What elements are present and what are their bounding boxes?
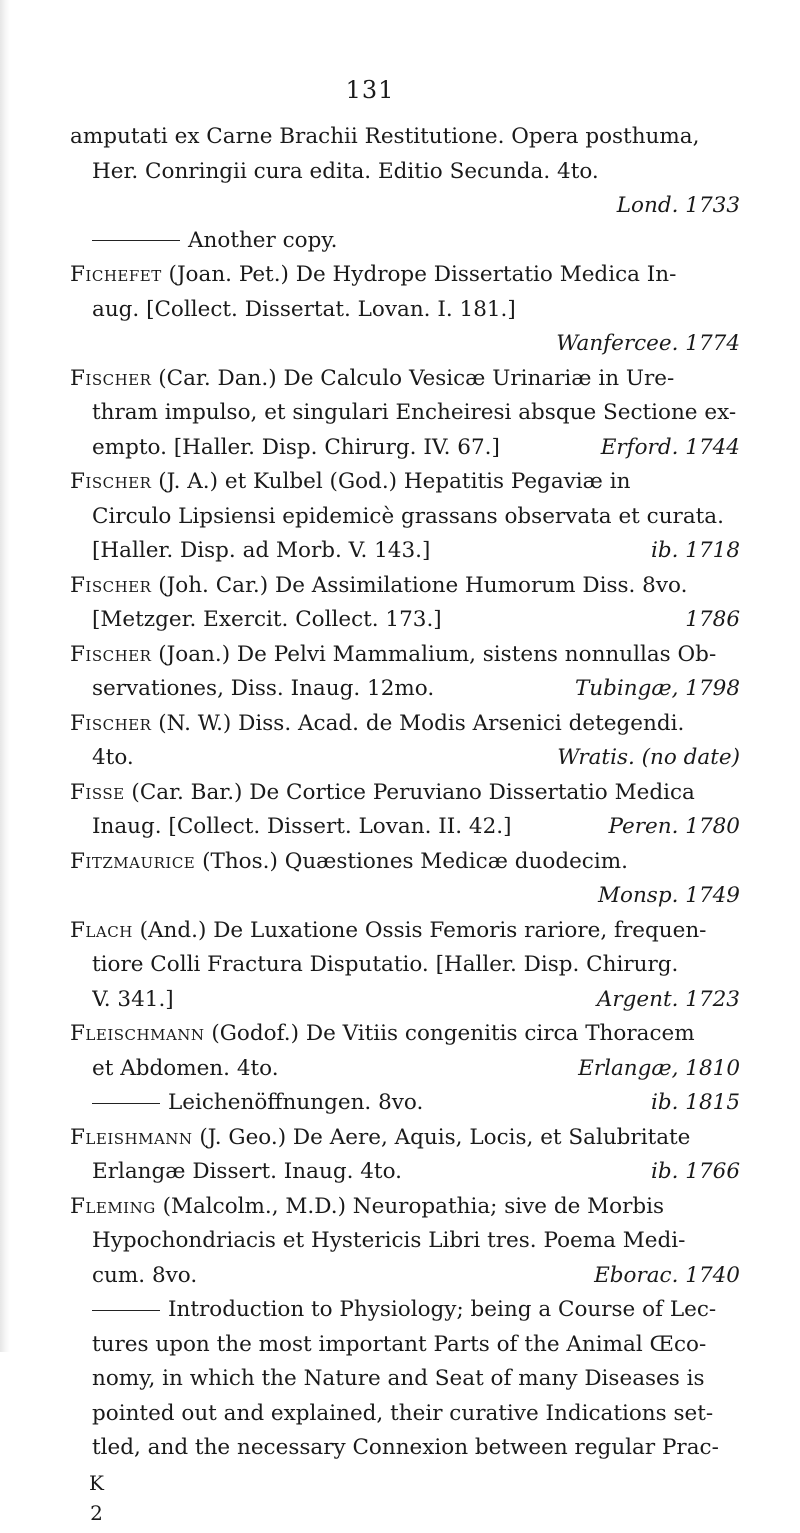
entry-text: (And.) De Luxatione Ossis Femoris rariore, frequen- bbox=[132, 917, 707, 943]
entry-text: (Joh. Car.) De Assimilatione Humorum Diss. 8vo. bbox=[151, 572, 688, 598]
entry-text: aug. [Collect. Dissertat. Lovan. I. 181.] bbox=[92, 296, 516, 322]
imprint: Lond. 1733 bbox=[616, 193, 740, 218]
line-text bbox=[92, 502, 740, 533]
text-line bbox=[70, 743, 740, 774]
line-text bbox=[92, 1433, 740, 1464]
text-line bbox=[70, 985, 740, 1016]
line-text bbox=[92, 433, 589, 464]
text-line bbox=[70, 329, 740, 360]
line-text bbox=[92, 881, 586, 912]
text-line bbox=[70, 1433, 740, 1464]
catalogue-text bbox=[70, 122, 740, 1533]
entry-text: Introduction to Physiology; being a Course of Lec- bbox=[168, 1297, 717, 1322]
entry-text: (Joan. Pet.) De Hydrope Dissertatio Medica In- bbox=[161, 262, 677, 287]
text-line bbox=[70, 812, 740, 843]
entry-text: (Thos.) Quæstiones Medicæ duodecim. bbox=[195, 848, 628, 874]
line-text bbox=[92, 295, 740, 326]
imprint: Erlangæ, 1810 bbox=[578, 1055, 740, 1081]
text-line bbox=[70, 295, 740, 326]
author-name: Fischer bbox=[70, 572, 152, 598]
line-text bbox=[92, 1054, 566, 1085]
entry-text: servationes, Diss. Inaug. 12mo. bbox=[92, 676, 435, 701]
text-line bbox=[70, 674, 740, 705]
author-name: Fischer bbox=[70, 365, 152, 391]
text-line bbox=[70, 847, 740, 878]
line-text bbox=[70, 1123, 740, 1154]
imprint: Wratis. (no date) bbox=[557, 745, 740, 770]
entry-text: pointed out and explained, their curative Indications set- bbox=[92, 1400, 714, 1426]
entry-text: (N. W.) Diss. Acad. de Modis Arsenici detegendi. bbox=[151, 710, 685, 736]
text-line bbox=[70, 398, 740, 429]
line-text bbox=[92, 536, 639, 567]
text-line bbox=[70, 1019, 740, 1050]
text-line bbox=[70, 226, 740, 257]
imprint: Wanfercee. 1774 bbox=[556, 331, 740, 356]
line-text bbox=[92, 398, 740, 429]
entry-text: (Godof.) De Vitiis congenitis circa Thoracem bbox=[204, 1021, 695, 1046]
entry-text: Circulo Lipsiensi epidemicè grassans observata et curata. bbox=[92, 503, 724, 529]
line-text bbox=[92, 985, 585, 1016]
text-line bbox=[70, 1261, 740, 1292]
line-text bbox=[92, 1226, 740, 1257]
entry-text: 4to. bbox=[92, 745, 134, 770]
entry-text: [Metzger. Exercit. Collect. 173.] bbox=[92, 607, 442, 632]
entry-text: Erlangæ Dissert. Inaug. 4to. bbox=[92, 1159, 402, 1184]
author-name: Fischer bbox=[70, 641, 152, 667]
text-line bbox=[70, 260, 740, 291]
author-name: Flach bbox=[70, 917, 133, 943]
line-text bbox=[92, 812, 597, 843]
line-text bbox=[70, 122, 740, 153]
text-line bbox=[70, 778, 740, 809]
text-line bbox=[70, 709, 740, 740]
entry-text: Another copy. bbox=[188, 227, 338, 253]
entry-text: tures upon the most important Parts of the Animal Œco- bbox=[92, 1331, 707, 1357]
entry-text: [Haller. Disp. ad Morb. V. 143.] bbox=[92, 538, 431, 563]
line-text bbox=[92, 743, 545, 774]
entry-text: V. 341.] bbox=[92, 986, 174, 1012]
text-line bbox=[70, 536, 740, 567]
text-line bbox=[70, 122, 740, 153]
line-text bbox=[92, 1364, 740, 1395]
entry-text: amputati ex Carne Brachii Restitutione. Opera posthuma, bbox=[70, 124, 700, 149]
imprint: 1786 bbox=[685, 607, 740, 632]
entry-text: empto. [Haller. Disp. Chirurg. IV. 67.] bbox=[92, 434, 500, 460]
text-line bbox=[70, 881, 740, 912]
text-line bbox=[70, 1123, 740, 1154]
entry-text: thram impulso, et singulari Encheiresi absque Sectione ex- bbox=[92, 400, 737, 425]
line-text bbox=[92, 674, 563, 705]
entry-text: (Car. Bar.) De Cortice Peruviano Dissertatio Medica bbox=[124, 779, 695, 805]
text-line bbox=[70, 191, 740, 222]
imprint: ib. 1815 bbox=[650, 1090, 740, 1115]
imprint: ib. 1766 bbox=[650, 1159, 740, 1184]
text-line bbox=[70, 1364, 740, 1395]
page-number: 131 bbox=[345, 76, 395, 104]
line-text bbox=[92, 329, 544, 360]
text-line bbox=[70, 364, 740, 395]
line-text bbox=[70, 778, 740, 809]
author-name: Fisse bbox=[70, 779, 125, 805]
line-text bbox=[92, 1261, 582, 1292]
entry-text: et Abdomen. 4to. bbox=[92, 1055, 279, 1081]
author-name: Fischer bbox=[70, 710, 152, 736]
author-name: Fleischmann bbox=[70, 1021, 205, 1046]
entry-text: nomy, in which the Nature and Seat of many Diseases is bbox=[92, 1366, 705, 1391]
entry-text: (J. Geo.) De Aere, Aquis, Locis, et Salubritate bbox=[192, 1124, 691, 1150]
line-text bbox=[92, 1088, 639, 1119]
text-line bbox=[70, 1226, 740, 1257]
imprint: Argent. 1723 bbox=[596, 986, 740, 1012]
entry-text: Hypochondriacis et Hystericis Libri tres. Poema Medi- bbox=[92, 1228, 686, 1253]
text-line bbox=[70, 640, 740, 671]
entry-text: cum. 8vo. bbox=[92, 1262, 198, 1288]
ditto-dash bbox=[92, 240, 180, 241]
line-text bbox=[70, 571, 740, 602]
text-line bbox=[70, 157, 740, 188]
imprint: ib. 1718 bbox=[650, 538, 740, 563]
entry-text: (Car. Dan.) De Calculo Vesicæ Urinariæ in Ure- bbox=[151, 365, 675, 391]
imprint: Tubingæ, 1798 bbox=[574, 676, 740, 701]
line-text bbox=[92, 1295, 740, 1326]
ditto-dash bbox=[92, 1103, 160, 1104]
entry-text: (Joan.) De Pelvi Mammalium, sistens nonnullas Ob- bbox=[151, 641, 717, 667]
line-text bbox=[92, 605, 673, 636]
entry-text: tled, and the necessary Connexion between regular Prac- bbox=[92, 1435, 719, 1460]
entry-text: tiore Colli Fractura Disputatio. [Haller. Disp. Chirurg. bbox=[92, 952, 679, 977]
entry-text: Inaug. [Collect. Dissert. Lovan. II. 42.] bbox=[92, 814, 512, 839]
imprint: Monsp. 1749 bbox=[598, 883, 740, 908]
page-edge-shadow bbox=[0, 0, 10, 1352]
text-line bbox=[70, 916, 740, 947]
author-name: Fitzmaurice bbox=[70, 848, 196, 874]
author-name: Fleishmann bbox=[70, 1124, 193, 1150]
entry-text: Her. Conringii cura edita. Editio Secunda. 4to. bbox=[92, 158, 599, 184]
signature-mark: K 2 bbox=[89, 1470, 105, 1525]
line-text bbox=[70, 1019, 740, 1050]
text-line bbox=[70, 950, 740, 981]
text-line bbox=[70, 1054, 740, 1085]
text-line bbox=[70, 1330, 740, 1361]
text-line bbox=[70, 1157, 740, 1188]
author-name: Fichefet bbox=[70, 262, 162, 287]
text-line bbox=[70, 433, 740, 464]
line-text bbox=[70, 916, 740, 947]
line-text bbox=[70, 364, 740, 395]
line-text bbox=[70, 260, 740, 291]
line-text bbox=[92, 1399, 740, 1430]
imprint: Peren. 1780 bbox=[608, 814, 740, 839]
text-line bbox=[70, 1399, 740, 1430]
line-text bbox=[70, 467, 740, 498]
imprint: Eborac. 1740 bbox=[594, 1262, 740, 1288]
line-text bbox=[70, 640, 740, 671]
text-line bbox=[70, 571, 740, 602]
line-text bbox=[92, 191, 605, 222]
line-text bbox=[70, 709, 740, 740]
text-line bbox=[70, 605, 740, 636]
author-name: Fischer bbox=[70, 469, 152, 494]
imprint: Erford. 1744 bbox=[600, 434, 740, 460]
line-text bbox=[92, 1157, 639, 1188]
line-text bbox=[92, 1330, 740, 1361]
text-line bbox=[70, 1295, 740, 1326]
ditto-dash bbox=[92, 1310, 160, 1311]
entry-text: (Malcolm., M.D.) Neuropathia; sive de Morbis bbox=[155, 1193, 665, 1219]
line-text bbox=[70, 1192, 740, 1223]
text-line bbox=[70, 1088, 740, 1119]
line-text bbox=[70, 847, 740, 878]
text-line bbox=[70, 502, 740, 533]
author-name: Fleming bbox=[70, 1193, 156, 1219]
entry-text: (J. A.) et Kulbel (God.) Hepatitis Pegaviæ in bbox=[151, 469, 631, 494]
line-text bbox=[92, 226, 740, 257]
entry-text: Leichenöffnungen. 8vo. bbox=[168, 1090, 424, 1115]
line-text bbox=[92, 950, 740, 981]
text-line bbox=[70, 467, 740, 498]
line-text bbox=[92, 157, 740, 188]
text-line bbox=[70, 1192, 740, 1223]
